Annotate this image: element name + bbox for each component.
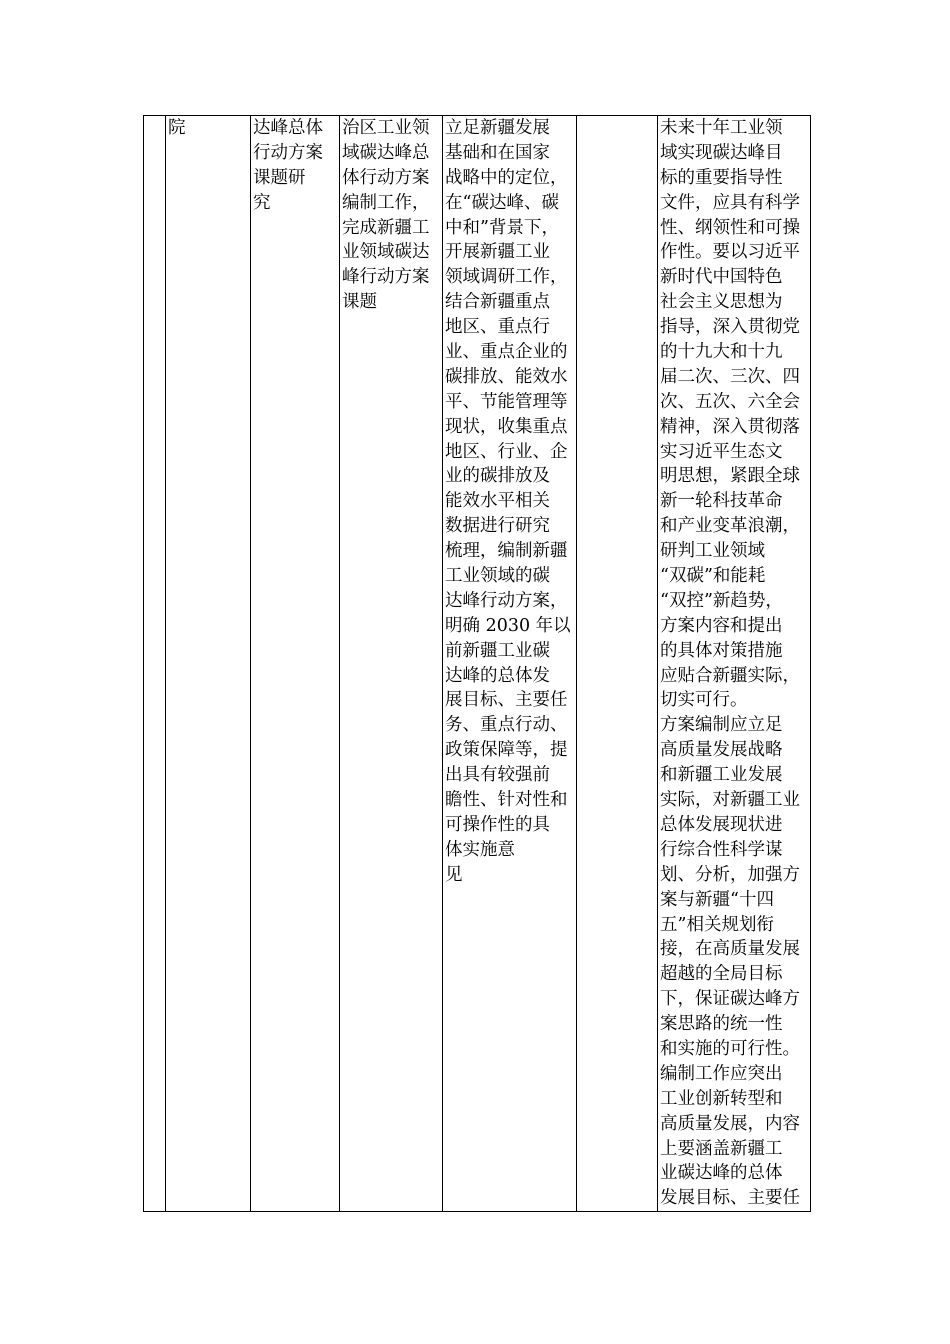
text-line: 达峰的总体发 xyxy=(445,665,550,686)
text-line: 务、重点行动、 xyxy=(445,715,568,736)
text-line: 案与新疆“十四 xyxy=(660,889,774,910)
text-line: 梳理，编制新疆 xyxy=(445,541,568,562)
text-line: 业领域碳达 xyxy=(342,242,430,263)
table-cell-index xyxy=(144,116,166,1212)
text-line: 研判工业领域 xyxy=(660,541,765,562)
text-line: 业的碳排放及 xyxy=(445,466,550,487)
text-line: 达峰总体 xyxy=(253,118,323,138)
text-line: 工业创新转型和 xyxy=(660,1088,783,1109)
text-line: 方案编制应立足 xyxy=(660,715,783,736)
text-line: 碳排放、能效水 xyxy=(445,366,568,387)
text-line: 课题 xyxy=(342,292,377,313)
text-line: 新时代中国特色 xyxy=(660,267,783,288)
table-cell-requirements xyxy=(658,116,811,1212)
text-line: 届二次、三次、四 xyxy=(660,366,800,387)
text-line: 体实施意 xyxy=(445,839,515,860)
table-cell-empty xyxy=(577,116,658,1212)
text-line: 应贴合新疆实际， xyxy=(660,665,800,686)
text-line: “双控”新趋势， xyxy=(660,590,783,611)
text-line: 工业领域的碳 xyxy=(445,566,550,587)
text-line: 中和”背景下， xyxy=(445,217,559,238)
text-line: 政策保障等，提 xyxy=(445,740,568,761)
document-table xyxy=(143,115,811,1212)
text-line: 作性。要以习近平 xyxy=(660,242,800,263)
text-line: 平、节能管理等 xyxy=(445,391,568,412)
text-line: 未来十年工业领 xyxy=(660,118,783,138)
text-line: 数据进行研究 xyxy=(445,516,550,537)
text-line: 前新疆工业碳 xyxy=(445,640,550,661)
text-line: 立足新疆发展 xyxy=(445,118,550,138)
text-line: 和实施的可行性。 xyxy=(660,1038,800,1059)
text-line: 指导，深入贯彻党 xyxy=(660,317,800,338)
text-line: 开展新疆工业 xyxy=(445,242,550,263)
text-line: 出具有较强前 xyxy=(445,765,550,786)
text-line: 业碳达峰的总体 xyxy=(660,1163,783,1184)
text-line: 和新疆工业发展 xyxy=(660,765,783,786)
text-line: 明确 2030 年以 xyxy=(445,615,571,636)
text-line: 基础和在国家 xyxy=(445,142,550,163)
text-line: 展目标、主要任 xyxy=(445,690,568,711)
table-cell-task xyxy=(340,116,443,1212)
text-line: 文件，应具有科学 xyxy=(660,192,800,213)
text-line: 性、纲领性和可操 xyxy=(660,217,800,238)
text-line: 地区、重点行 xyxy=(445,317,550,338)
text-line: 瞻性、针对性和 xyxy=(445,790,568,811)
text-line: 五”相关规划衔 xyxy=(660,914,774,935)
text-line: 社会主义思想为 xyxy=(660,292,783,313)
text-line: 行综合性科学谋 xyxy=(660,839,783,860)
text-line: 究 xyxy=(253,192,271,213)
table-cell-project-name xyxy=(251,116,340,1212)
text-line: 新一轮科技革命 xyxy=(660,491,783,512)
text-line: “双碳”和能耗 xyxy=(660,566,766,587)
text-line: 完成新疆工 xyxy=(342,217,430,238)
text-line: 明思想，紧跟全球 xyxy=(660,466,800,487)
text-line: 峰行动方案 xyxy=(342,267,430,288)
table-cell-unit: 院 xyxy=(166,116,251,1212)
text-line: 编制工作， xyxy=(342,192,430,213)
text-line: 方案内容和提出 xyxy=(660,615,783,636)
text-line: 和产业变革浪潮， xyxy=(660,516,800,537)
text-line: 业、重点企业的 xyxy=(445,342,568,363)
text-line: 现状，收集重点 xyxy=(445,416,568,437)
table-cell-content xyxy=(443,116,577,1212)
text-line: 治区工业领 xyxy=(342,118,430,138)
text-line: 案思路的统一性 xyxy=(660,1014,783,1035)
text-line: 接，在高质量发展 xyxy=(660,939,800,960)
text-line: 发展目标、主要任 xyxy=(660,1188,800,1209)
text-line: 次、五次、六全会 xyxy=(660,391,800,412)
text-line: 体行动方案 xyxy=(342,167,430,188)
text-line: 见 xyxy=(445,864,463,885)
text-line: 下，保证碳达峰方 xyxy=(660,989,800,1010)
text-line: 超越的全局目标 xyxy=(660,964,783,985)
text-line: 课题研 xyxy=(253,167,306,188)
text-line: 总体发展现状进 xyxy=(660,814,783,835)
text-line: 标的重要指导性 xyxy=(660,167,783,188)
text-line: 实际，对新疆工业 xyxy=(660,790,800,811)
text-line: 在“碳达峰、碳 xyxy=(445,192,559,213)
text-line: 划、分析，加强方 xyxy=(660,864,800,885)
text-line: 切实可行。 xyxy=(660,690,748,711)
text-line: 结合新疆重点 xyxy=(445,292,550,313)
text-line: 精神，深入贯彻落 xyxy=(660,416,800,437)
text-line: 行动方案 xyxy=(253,142,323,163)
text-line: 地区、行业、企 xyxy=(445,441,568,462)
text-line: 实习近平生态文 xyxy=(660,441,783,462)
text-line: 可操作性的具 xyxy=(445,814,550,835)
text-line: 高质量发展，内容 xyxy=(660,1113,800,1134)
text-line: 领域调研工作， xyxy=(445,267,568,288)
text-line: 域碳达峰总 xyxy=(342,142,430,163)
table-row xyxy=(144,116,811,1212)
text-line: 高质量发展战略 xyxy=(660,740,783,761)
text-line: 能效水平相关 xyxy=(445,491,550,512)
text-line: 战略中的定位， xyxy=(445,167,568,188)
text-line: 达峰行动方案， xyxy=(445,590,568,611)
text-line: 编制工作应突出 xyxy=(660,1063,783,1084)
text-line: 域实现碳达峰目 xyxy=(660,142,783,163)
text-line: 上要涵盖新疆工 xyxy=(660,1138,783,1159)
text-line: 的具体对策措施 xyxy=(660,640,783,661)
text-line: 的十九大和十九 xyxy=(660,342,783,363)
